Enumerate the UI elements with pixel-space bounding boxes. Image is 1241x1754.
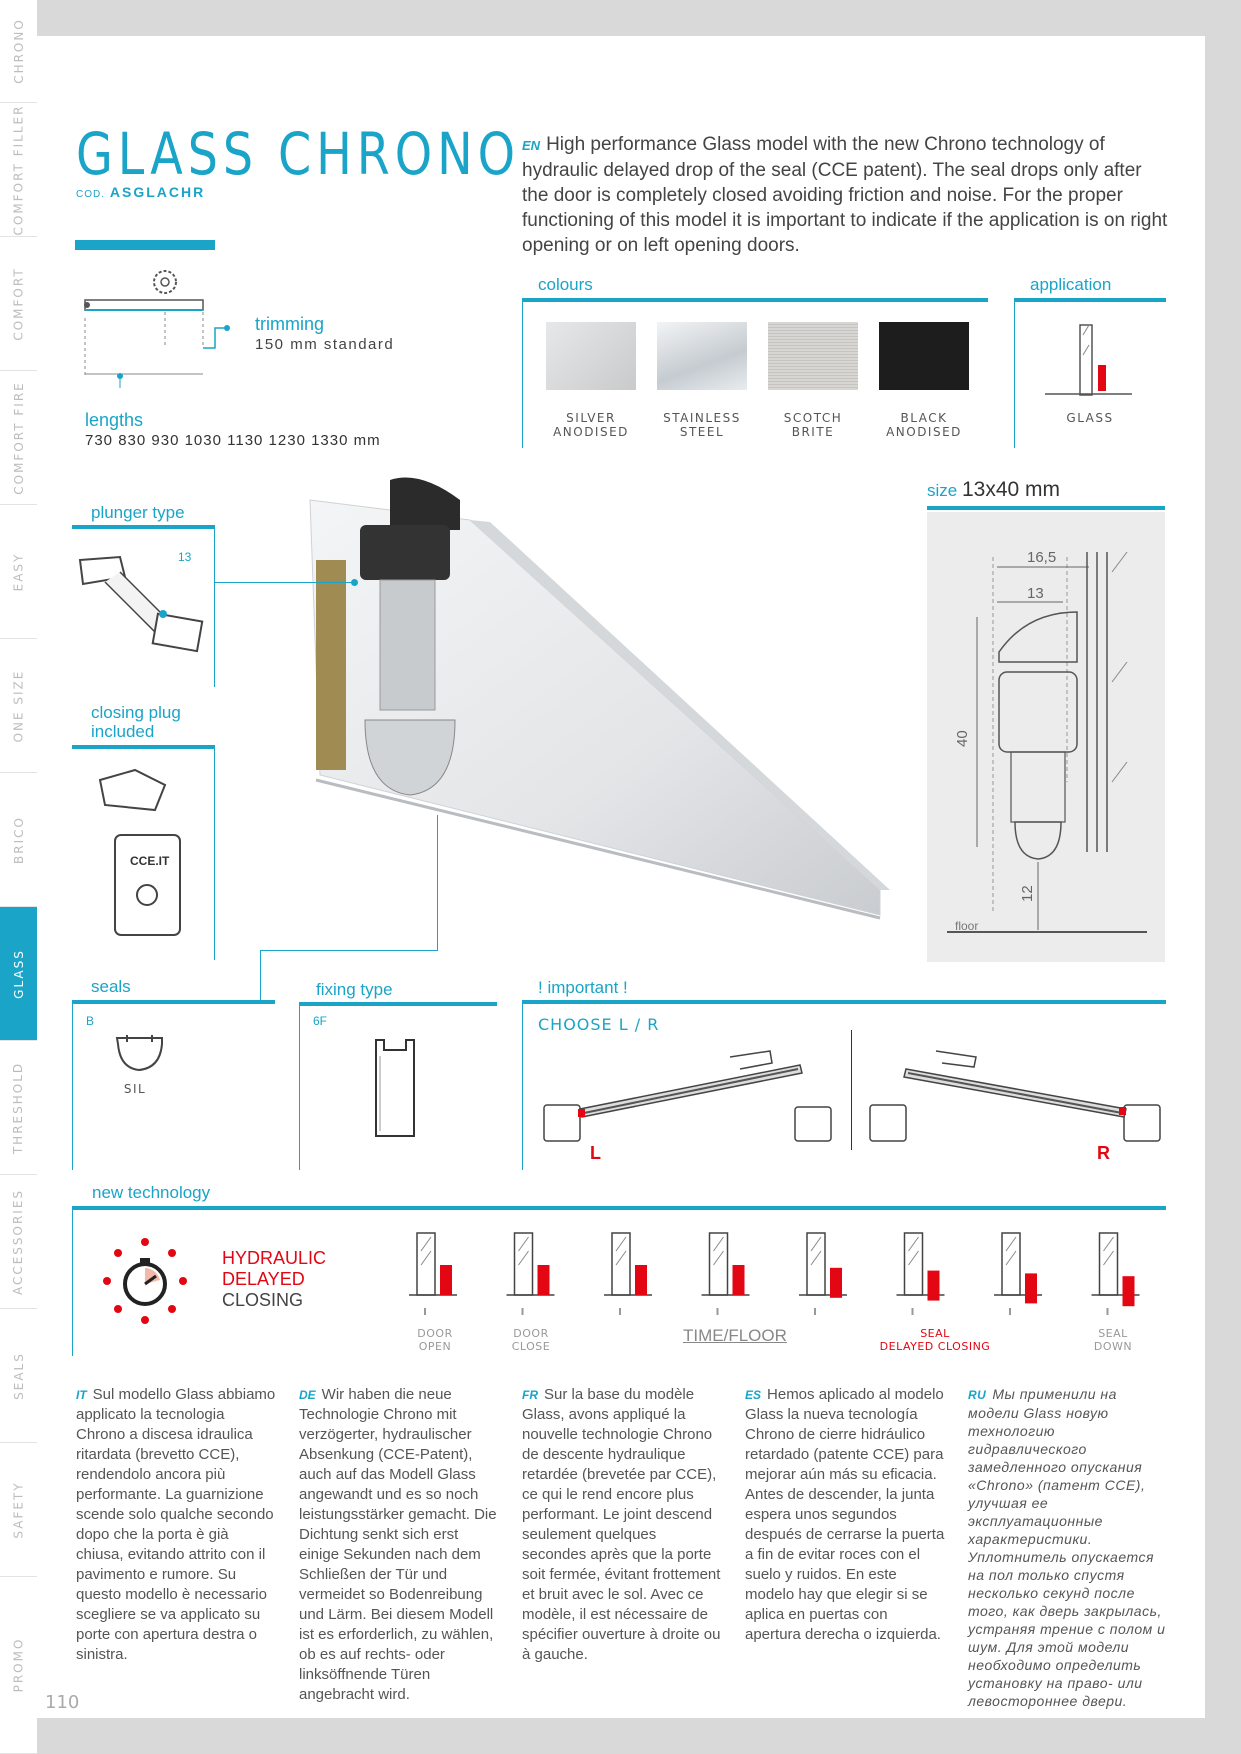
seals-title: seals <box>91 977 131 996</box>
sidebar-tab-threshold[interactable]: THRESHOLD <box>0 1041 37 1175</box>
sidebar-tab-glass[interactable]: GLASS <box>0 907 37 1041</box>
desc-es: ES Hemos aplicado al modelo Glass la nueva tecnología Chrono de cierre hidráulico retardado (patente CCE) para mejorar aún más su eficacia. Antes de descender, la junta espera unos segundos después de cerrarse la puerta a fin de evitar roces con el suelo y ruidos. En este modelo hay que elegir si se aplica en puertas con apertura derecha o izquierda. <box>745 1386 945 1643</box>
right-marker: R <box>1097 1143 1110 1163</box>
size-diagram <box>927 512 1165 962</box>
application-title: application <box>1030 275 1112 294</box>
swatch-stainless-steel[interactable] <box>657 322 747 390</box>
timeline-step <box>409 1233 457 1315</box>
sidebar-tab-brico[interactable]: BRICO <box>0 773 37 907</box>
sidebar-tab-safety[interactable]: SAFETY <box>0 1443 37 1577</box>
desc-it: IT Sul modello Glass abbiamo applicato la tecnologia Chrono a discesa idraulica ritardata (brevetto CCE), rendendolo ancora più performante. La guarnizione scende solo qualche secondo dopo che la porta è già chiusa, evitando attrito con il pavimento e rumore. Su questo modello è necessario scegliere se va applicato su porte con apertura destra o sinistra. <box>76 1386 276 1663</box>
sidebar-tab-accessories[interactable]: ACCESSORIES <box>0 1175 37 1309</box>
colour-label-black: BLACK ANODISED <box>886 411 962 439</box>
seals-name: SIL <box>123 1082 147 1096</box>
trimming-value: 150 mm standard <box>255 336 395 353</box>
sidebar-tab-promo[interactable]: PROMO <box>0 1577 37 1754</box>
plunger-code: 13 <box>178 550 192 564</box>
hydraulic-label: HYDRAULIC DELAYED CLOSING <box>222 1248 327 1310</box>
dim-40: 40 <box>954 730 971 747</box>
fixing-profile-icon <box>370 1036 430 1141</box>
desc-fr: FR Sur la base du modèle Glass, avons appliqué la nouvelle technologie Chrono de descente hydraulique retardée (brevetée par CCE), ce qui le rend encore plus performant. Le joint descend seulement quelques secondes après que la porte soit fermée, évitant frottement et bruit avec le sol. Avec ce modèle, il est nécessaire de spécifier ouverture à droite ou à gauche. <box>522 1386 721 1663</box>
colour-label-silver: SILVER ANODISED <box>553 411 629 439</box>
axis-door-open: DOOR OPEN <box>417 1327 453 1353</box>
axis-seal-down: SEAL DOWN <box>1093 1327 1133 1353</box>
profile-product-image <box>290 470 910 950</box>
lengths-value: 730 830 930 1030 1130 1230 1330 mm <box>85 432 381 449</box>
fixing-code: 6F <box>313 1014 328 1028</box>
plug-brand: CCE.IT <box>130 854 170 868</box>
timeline-step <box>1092 1233 1140 1315</box>
timeline-step <box>897 1233 945 1315</box>
timeline-step <box>507 1233 555 1315</box>
swatch-black-anodised[interactable] <box>879 322 969 390</box>
sidebar-tab-seals[interactable]: SEALS <box>0 1309 37 1443</box>
saw-blade-icon <box>154 271 176 293</box>
sidebar <box>0 0 37 1754</box>
colour-label-scotch: SCOTCH BRITE <box>783 411 843 439</box>
dim-16-5: 16,5 <box>1027 549 1057 566</box>
page-title: GLASS CHRONO <box>76 120 520 188</box>
intro-text: EN High performance Glass model with the new Chrono technology of hydraulic delayed drop of the seal (CCE patent). The seal drops only after the door is completely closed avoiding friction and noise. For the proper functioning of this model it is important to indicate if the application is on right opening or on left opening doors. <box>522 134 1168 256</box>
colour-label-stainless: STAINLESS STEEL <box>663 411 741 439</box>
important-title: ! important ! <box>538 978 628 997</box>
colours-title: colours <box>538 275 593 294</box>
product-code: COD. ASGLACHR <box>76 184 206 200</box>
seals-code: B <box>86 1014 95 1028</box>
stopwatch-icon <box>100 1236 190 1326</box>
plunger-image <box>75 552 210 672</box>
choose-lr: CHOOSE L / R <box>538 1015 660 1034</box>
application-value: GLASS <box>1066 411 1114 425</box>
sidebar-tab-one-size[interactable]: ONE SIZE <box>0 639 37 773</box>
sidebar-tab-easy[interactable]: EASY <box>0 505 37 639</box>
desc-ru: RU Мы применили на модели Glass новую технологию гидравлического замедленного опускания «Chrono» (патент CCE), улучшая ее эксплуатационные характеристики. Уплотнитель опускается на пол только спустя несколько секунд после того, как дверь закрылась, устраняя трение с полом и шум. Для этой модели необходимо определить установку на право- или левостороннее двери. <box>968 1386 1166 1709</box>
seal-timeline <box>395 1225 1165 1325</box>
sidebar-tab-comfort-fire[interactable]: COMFORT FIRE <box>0 371 37 505</box>
left-marker: L <box>590 1143 601 1163</box>
desc-de: DE Wir haben die neue Technologie Chrono mit verzögerter, hydraulischer Absenkung (CCE-Patent), auch auf das Modell Glass angewandt und es so noch leistungsstärker gemacht. Die Dichtung senkt sich erst einige Sekunden nach dem Schließen der Tür und vermeidet so Bodenreibung und Lärm. Bei diesem Modell ist es erforderlich, zu wählen, ob es auf rechts- oder linksöffnende Türen angebracht wird. <box>299 1386 497 1703</box>
swatch-silver-anodised[interactable] <box>546 322 636 390</box>
new-tech-title: new technology <box>92 1183 211 1202</box>
floor-label: floor <box>955 919 979 933</box>
colours-rule <box>522 298 988 302</box>
swatch-scotch-brite[interactable] <box>768 322 858 390</box>
header-bar <box>75 240 215 250</box>
timeline-step <box>994 1233 1042 1315</box>
door-left-diagram <box>540 1045 840 1145</box>
timeline-step <box>702 1233 750 1315</box>
size-title: size 13x40 mm <box>927 478 1061 501</box>
fixing-title: fixing type <box>316 980 393 999</box>
dim-12: 12 <box>1019 885 1036 902</box>
dim-13: 13 <box>1027 585 1044 602</box>
seal-sil-icon <box>112 1030 172 1075</box>
sidebar-tab-chrono[interactable]: CHRONO <box>0 0 37 103</box>
axis-seal-delayed: SEAL DELAYED CLOSING <box>879 1327 991 1353</box>
page-number: 110 <box>45 1692 80 1713</box>
plunger-title: plunger type <box>91 503 185 522</box>
trimming-diagram <box>75 258 235 388</box>
sidebar-tab-comfort-filler[interactable]: COMFORT FILLER <box>0 103 37 237</box>
lengths-label: lengths <box>85 410 144 430</box>
axis-door-close: DOOR CLOSE <box>511 1327 551 1353</box>
timeline-step <box>799 1233 847 1315</box>
timeline-step <box>604 1233 652 1315</box>
closing-plug-image <box>95 765 205 945</box>
trimming-label: trimming <box>255 314 325 334</box>
door-right-diagram <box>866 1045 1166 1145</box>
axis-time-floor: TIME/FLOOR <box>683 1326 787 1345</box>
closing-plug-title: closing plug included <box>91 703 181 741</box>
glass-application-icon <box>1040 320 1140 400</box>
sidebar-tab-comfort[interactable]: COMFORT <box>0 237 37 371</box>
